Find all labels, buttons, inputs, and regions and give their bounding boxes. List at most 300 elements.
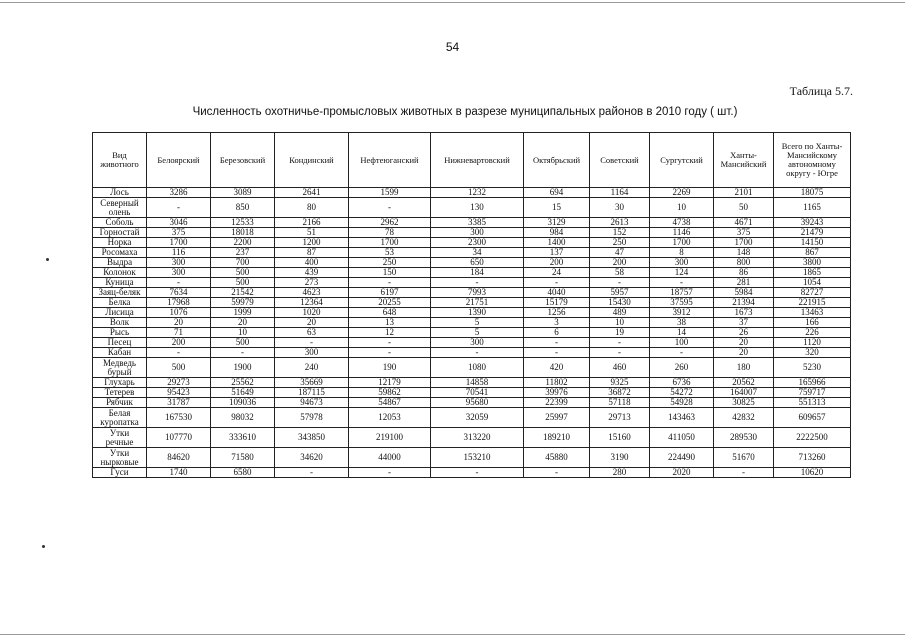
table-row bbox=[93, 388, 851, 398]
count-cell: 240 bbox=[275, 358, 349, 378]
count-cell: 460 bbox=[590, 358, 650, 378]
animal-name-cell: Лось bbox=[93, 188, 147, 198]
count-cell: 694 bbox=[524, 188, 590, 198]
scan-edge-bottom bbox=[0, 634, 905, 635]
count-cell: 18018 bbox=[211, 228, 275, 238]
table-row bbox=[93, 228, 851, 238]
animal-name-cell: Куница bbox=[93, 278, 147, 288]
count-cell: - bbox=[590, 338, 650, 348]
count-cell: 150 bbox=[349, 268, 431, 278]
animal-name-cell: Горностай bbox=[93, 228, 147, 238]
count-cell: 1700 bbox=[650, 238, 714, 248]
count-cell: 12533 bbox=[211, 218, 275, 228]
count-cell: 70541 bbox=[431, 388, 524, 398]
animal-name-cell: Медведь бурый bbox=[93, 358, 147, 378]
animal-name-cell: Гуси bbox=[93, 468, 147, 478]
count-cell: 9325 bbox=[590, 378, 650, 388]
count-cell: 1700 bbox=[349, 238, 431, 248]
count-cell: 2166 bbox=[275, 218, 349, 228]
count-cell: 21751 bbox=[431, 298, 524, 308]
count-cell: 20 bbox=[211, 318, 275, 328]
count-cell: 3089 bbox=[211, 188, 275, 198]
count-cell: 439 bbox=[275, 268, 349, 278]
table-caption: Таблица 5.7. bbox=[789, 84, 853, 98]
count-cell: 713260 bbox=[774, 448, 851, 468]
count-cell: 2020 bbox=[650, 468, 714, 478]
count-cell: - bbox=[650, 348, 714, 358]
count-cell: 164007 bbox=[714, 388, 774, 398]
column-header: Октябрьский bbox=[524, 133, 590, 188]
count-cell: 411050 bbox=[650, 428, 714, 448]
count-cell: 37 bbox=[714, 318, 774, 328]
count-cell: 39243 bbox=[774, 218, 851, 228]
count-cell: 300 bbox=[147, 258, 211, 268]
table-row bbox=[93, 218, 851, 228]
table-row bbox=[93, 408, 851, 428]
animal-name-cell: Выдра bbox=[93, 258, 147, 268]
count-cell: 47 bbox=[590, 248, 650, 258]
count-cell: 5 bbox=[431, 328, 524, 338]
count-cell: - bbox=[650, 278, 714, 288]
count-cell: 420 bbox=[524, 358, 590, 378]
count-cell: 343850 bbox=[275, 428, 349, 448]
count-cell: 1700 bbox=[147, 238, 211, 248]
count-cell: - bbox=[524, 278, 590, 288]
count-cell: - bbox=[349, 468, 431, 478]
count-cell: 18757 bbox=[650, 288, 714, 298]
count-cell: 95423 bbox=[147, 388, 211, 398]
count-cell: 200 bbox=[147, 338, 211, 348]
count-cell: 1740 bbox=[147, 468, 211, 478]
table-header-row bbox=[93, 133, 851, 188]
count-cell: 107770 bbox=[147, 428, 211, 448]
count-cell: 221915 bbox=[774, 298, 851, 308]
count-cell: 500 bbox=[147, 358, 211, 378]
count-cell: 13463 bbox=[774, 308, 851, 318]
count-cell: 31787 bbox=[147, 398, 211, 408]
table-row bbox=[93, 298, 851, 308]
count-cell: 3800 bbox=[774, 258, 851, 268]
count-cell: 71580 bbox=[211, 448, 275, 468]
count-cell: 25562 bbox=[211, 378, 275, 388]
animal-name-cell: Утки речные bbox=[93, 428, 147, 448]
animal-name-cell: Лисица bbox=[93, 308, 147, 318]
count-cell: 1390 bbox=[431, 308, 524, 318]
count-cell: - bbox=[349, 338, 431, 348]
count-cell: 184 bbox=[431, 268, 524, 278]
count-cell: 36872 bbox=[590, 388, 650, 398]
count-cell: 489 bbox=[590, 308, 650, 318]
count-cell: 7634 bbox=[147, 288, 211, 298]
count-cell: 250 bbox=[349, 258, 431, 268]
column-header: Березовский bbox=[211, 133, 275, 188]
count-cell: 167530 bbox=[147, 408, 211, 428]
table-row bbox=[93, 338, 851, 348]
count-cell: 18075 bbox=[774, 188, 851, 198]
count-cell: - bbox=[349, 198, 431, 218]
count-cell: 21542 bbox=[211, 288, 275, 298]
count-cell: 12364 bbox=[275, 298, 349, 308]
count-cell: 6 bbox=[524, 328, 590, 338]
count-cell: - bbox=[431, 468, 524, 478]
count-cell: 609657 bbox=[774, 408, 851, 428]
animal-name-cell: Соболь bbox=[93, 218, 147, 228]
count-cell: 4623 bbox=[275, 288, 349, 298]
count-cell: 34 bbox=[431, 248, 524, 258]
count-cell: 152 bbox=[590, 228, 650, 238]
count-cell: 94673 bbox=[275, 398, 349, 408]
animal-name-cell: Глухарь bbox=[93, 378, 147, 388]
count-cell: 800 bbox=[714, 258, 774, 268]
count-cell: 57978 bbox=[275, 408, 349, 428]
table-body bbox=[93, 188, 851, 478]
count-cell: 51670 bbox=[714, 448, 774, 468]
count-cell: 650 bbox=[431, 258, 524, 268]
count-cell: 20 bbox=[275, 318, 349, 328]
count-cell: 3 bbox=[524, 318, 590, 328]
count-cell: 2641 bbox=[275, 188, 349, 198]
animal-name-cell: Белая куропатка bbox=[93, 408, 147, 428]
count-cell: 58 bbox=[590, 268, 650, 278]
count-cell: 1164 bbox=[590, 188, 650, 198]
count-cell: - bbox=[349, 348, 431, 358]
count-cell: 1054 bbox=[774, 278, 851, 288]
count-cell: 500 bbox=[211, 268, 275, 278]
count-cell: 1599 bbox=[349, 188, 431, 198]
count-cell: 109036 bbox=[211, 398, 275, 408]
count-cell: 219100 bbox=[349, 428, 431, 448]
count-cell: 13 bbox=[349, 318, 431, 328]
column-header: Ханты-Мансийский bbox=[714, 133, 774, 188]
count-cell: 29273 bbox=[147, 378, 211, 388]
column-header: Сургутский bbox=[650, 133, 714, 188]
count-cell: 11802 bbox=[524, 378, 590, 388]
count-cell: 166 bbox=[774, 318, 851, 328]
count-cell: 26 bbox=[714, 328, 774, 338]
table-row bbox=[93, 238, 851, 248]
count-cell: 375 bbox=[714, 228, 774, 238]
count-cell: 84620 bbox=[147, 448, 211, 468]
animal-name-cell: Утки нырковые bbox=[93, 448, 147, 468]
count-cell: 21394 bbox=[714, 298, 774, 308]
count-cell: 273 bbox=[275, 278, 349, 288]
count-cell: 187115 bbox=[275, 388, 349, 398]
count-cell: 280 bbox=[590, 468, 650, 478]
count-cell: 78 bbox=[349, 228, 431, 238]
table-row bbox=[93, 348, 851, 358]
count-cell: 30825 bbox=[714, 398, 774, 408]
count-cell: 6580 bbox=[211, 468, 275, 478]
count-cell: 5984 bbox=[714, 288, 774, 298]
count-cell: 14 bbox=[650, 328, 714, 338]
count-cell: 20562 bbox=[714, 378, 774, 388]
count-cell: 37595 bbox=[650, 298, 714, 308]
column-header: Нефтеюганский bbox=[349, 133, 431, 188]
count-cell: 2101 bbox=[714, 188, 774, 198]
count-cell: 224490 bbox=[650, 448, 714, 468]
count-cell: 143463 bbox=[650, 408, 714, 428]
count-cell: 54272 bbox=[650, 388, 714, 398]
count-cell: 300 bbox=[650, 258, 714, 268]
table-row bbox=[93, 188, 851, 198]
count-cell: 51 bbox=[275, 228, 349, 238]
count-cell: - bbox=[714, 468, 774, 478]
count-cell: 22399 bbox=[524, 398, 590, 408]
count-cell: 54928 bbox=[650, 398, 714, 408]
count-cell: 7993 bbox=[431, 288, 524, 298]
count-cell: 124 bbox=[650, 268, 714, 278]
count-cell: 44000 bbox=[349, 448, 431, 468]
count-cell: 116 bbox=[147, 248, 211, 258]
count-cell: 17968 bbox=[147, 298, 211, 308]
count-cell: - bbox=[147, 348, 211, 358]
scan-speck bbox=[46, 258, 49, 261]
count-cell: 5 bbox=[431, 318, 524, 328]
count-cell: 180 bbox=[714, 358, 774, 378]
count-cell: 237 bbox=[211, 248, 275, 258]
count-cell: 2200 bbox=[211, 238, 275, 248]
count-cell: 3286 bbox=[147, 188, 211, 198]
count-cell: 250 bbox=[590, 238, 650, 248]
count-cell: 4738 bbox=[650, 218, 714, 228]
count-cell: - bbox=[524, 338, 590, 348]
count-cell: 1999 bbox=[211, 308, 275, 318]
count-cell: - bbox=[275, 468, 349, 478]
count-cell: 14858 bbox=[431, 378, 524, 388]
count-cell: 165966 bbox=[774, 378, 851, 388]
count-cell: 14150 bbox=[774, 238, 851, 248]
count-cell: 200 bbox=[524, 258, 590, 268]
count-cell: 21479 bbox=[774, 228, 851, 238]
animal-name-cell: Песец bbox=[93, 338, 147, 348]
count-cell: 3385 bbox=[431, 218, 524, 228]
count-cell: 19 bbox=[590, 328, 650, 338]
count-cell: 59862 bbox=[349, 388, 431, 398]
count-cell: 289530 bbox=[714, 428, 774, 448]
column-header: Всего по Ханты-Мансийскому автономному округу - Югре bbox=[774, 133, 851, 188]
count-cell: 226 bbox=[774, 328, 851, 338]
count-cell: - bbox=[590, 348, 650, 358]
count-cell: 12179 bbox=[349, 378, 431, 388]
count-cell: 1900 bbox=[211, 358, 275, 378]
count-cell: 6736 bbox=[650, 378, 714, 388]
count-cell: 10 bbox=[650, 198, 714, 218]
animal-name-cell: Росомаха bbox=[93, 248, 147, 258]
count-cell: 15160 bbox=[590, 428, 650, 448]
count-cell: 24 bbox=[524, 268, 590, 278]
table-row bbox=[93, 198, 851, 218]
animal-name-cell: Кабан bbox=[93, 348, 147, 358]
count-cell: - bbox=[147, 198, 211, 218]
count-cell: 500 bbox=[211, 338, 275, 348]
count-cell: 137 bbox=[524, 248, 590, 258]
count-cell: 12053 bbox=[349, 408, 431, 428]
count-cell: 1020 bbox=[275, 308, 349, 318]
count-cell: 2962 bbox=[349, 218, 431, 228]
count-cell: 57118 bbox=[590, 398, 650, 408]
count-cell: 82727 bbox=[774, 288, 851, 298]
animal-name-cell: Рябчик bbox=[93, 398, 147, 408]
table-row bbox=[93, 308, 851, 318]
animal-name-cell: Норка bbox=[93, 238, 147, 248]
count-cell: 15 bbox=[524, 198, 590, 218]
scan-edge-top bbox=[0, 2, 905, 3]
count-cell: 6197 bbox=[349, 288, 431, 298]
count-cell: 333610 bbox=[211, 428, 275, 448]
count-cell: 3190 bbox=[590, 448, 650, 468]
count-cell: 98032 bbox=[211, 408, 275, 428]
count-cell: 5957 bbox=[590, 288, 650, 298]
count-cell: 1076 bbox=[147, 308, 211, 318]
count-cell: 39976 bbox=[524, 388, 590, 398]
count-cell: 260 bbox=[650, 358, 714, 378]
count-cell: 759717 bbox=[774, 388, 851, 398]
count-cell: 50 bbox=[714, 198, 774, 218]
count-cell: 867 bbox=[774, 248, 851, 258]
count-cell: 63 bbox=[275, 328, 349, 338]
count-cell: 45880 bbox=[524, 448, 590, 468]
count-cell: 850 bbox=[211, 198, 275, 218]
count-cell: 300 bbox=[147, 268, 211, 278]
animal-name-cell: Волк bbox=[93, 318, 147, 328]
count-cell: 95680 bbox=[431, 398, 524, 408]
count-cell: 1165 bbox=[774, 198, 851, 218]
animal-name-cell: Заяц-беляк bbox=[93, 288, 147, 298]
count-cell: 86 bbox=[714, 268, 774, 278]
column-header: Советский bbox=[590, 133, 650, 188]
count-cell: 54867 bbox=[349, 398, 431, 408]
count-cell: 1865 bbox=[774, 268, 851, 278]
count-cell: 3912 bbox=[650, 308, 714, 318]
count-cell: 1080 bbox=[431, 358, 524, 378]
count-cell: 1200 bbox=[275, 238, 349, 248]
count-cell: 20255 bbox=[349, 298, 431, 308]
count-cell: 10 bbox=[590, 318, 650, 328]
count-cell: 5230 bbox=[774, 358, 851, 378]
scan-speck bbox=[42, 545, 45, 548]
table-row bbox=[93, 398, 851, 408]
count-cell: 15179 bbox=[524, 298, 590, 308]
count-cell: 2300 bbox=[431, 238, 524, 248]
count-cell: - bbox=[275, 338, 349, 348]
count-cell: 3129 bbox=[524, 218, 590, 228]
count-cell: 25997 bbox=[524, 408, 590, 428]
table-title: Численность охотничье-промысловых животных в разрезе муниципальных районов в 2010 году ( шт.) bbox=[192, 106, 738, 118]
count-cell: 984 bbox=[524, 228, 590, 238]
table-row bbox=[93, 328, 851, 338]
count-cell: - bbox=[211, 348, 275, 358]
count-cell: 281 bbox=[714, 278, 774, 288]
animal-name-cell: Тетерев bbox=[93, 388, 147, 398]
count-cell: 1700 bbox=[714, 238, 774, 248]
animal-name-cell: Колонок bbox=[93, 268, 147, 278]
count-cell: 8 bbox=[650, 248, 714, 258]
count-cell: - bbox=[590, 278, 650, 288]
count-cell: 2269 bbox=[650, 188, 714, 198]
count-cell: 35669 bbox=[275, 378, 349, 388]
table-row bbox=[93, 288, 851, 298]
animal-name-cell: Рысь bbox=[93, 328, 147, 338]
count-cell: 200 bbox=[590, 258, 650, 268]
count-cell: - bbox=[431, 348, 524, 358]
count-cell: 3046 bbox=[147, 218, 211, 228]
count-cell: 38 bbox=[650, 318, 714, 328]
count-cell: 1146 bbox=[650, 228, 714, 238]
count-cell: 190 bbox=[349, 358, 431, 378]
count-cell: 71 bbox=[147, 328, 211, 338]
column-header: Вид животного bbox=[93, 133, 147, 188]
count-cell: - bbox=[431, 278, 524, 288]
count-cell: 500 bbox=[211, 278, 275, 288]
column-header: Нижневартовский bbox=[431, 133, 524, 188]
table-row bbox=[93, 358, 851, 378]
count-cell: 300 bbox=[275, 348, 349, 358]
count-cell: 1400 bbox=[524, 238, 590, 248]
table-row bbox=[93, 468, 851, 478]
count-cell: 100 bbox=[650, 338, 714, 348]
count-cell: 59979 bbox=[211, 298, 275, 308]
count-cell: 51649 bbox=[211, 388, 275, 398]
count-cell: 4040 bbox=[524, 288, 590, 298]
count-cell: - bbox=[524, 348, 590, 358]
count-cell: 42832 bbox=[714, 408, 774, 428]
count-cell: - bbox=[147, 278, 211, 288]
count-cell: 80 bbox=[275, 198, 349, 218]
table-row bbox=[93, 318, 851, 328]
count-cell: 130 bbox=[431, 198, 524, 218]
count-cell: 10620 bbox=[774, 468, 851, 478]
table-row bbox=[93, 258, 851, 268]
table-row bbox=[93, 248, 851, 258]
count-cell: 32059 bbox=[431, 408, 524, 428]
table-row bbox=[93, 428, 851, 448]
count-cell: 1232 bbox=[431, 188, 524, 198]
count-cell: - bbox=[349, 278, 431, 288]
count-cell: 10 bbox=[211, 328, 275, 338]
animal-population-table bbox=[92, 132, 851, 478]
column-header: Белоярский bbox=[147, 133, 211, 188]
count-cell: 34620 bbox=[275, 448, 349, 468]
count-cell: 20 bbox=[147, 318, 211, 328]
table-row bbox=[93, 268, 851, 278]
count-cell: 20 bbox=[714, 348, 774, 358]
animal-name-cell: Белка bbox=[93, 298, 147, 308]
count-cell: 189210 bbox=[524, 428, 590, 448]
count-cell: 400 bbox=[275, 258, 349, 268]
count-cell: - bbox=[524, 468, 590, 478]
count-cell: 1120 bbox=[774, 338, 851, 348]
count-cell: 4671 bbox=[714, 218, 774, 228]
count-cell: 700 bbox=[211, 258, 275, 268]
count-cell: 300 bbox=[431, 338, 524, 348]
count-cell: 148 bbox=[714, 248, 774, 258]
count-cell: 320 bbox=[774, 348, 851, 358]
count-cell: 551313 bbox=[774, 398, 851, 408]
count-cell: 153210 bbox=[431, 448, 524, 468]
table-row bbox=[93, 448, 851, 468]
count-cell: 313220 bbox=[431, 428, 524, 448]
count-cell: 648 bbox=[349, 308, 431, 318]
count-cell: 2613 bbox=[590, 218, 650, 228]
column-header: Кондинский bbox=[275, 133, 349, 188]
table-row bbox=[93, 278, 851, 288]
count-cell: 1673 bbox=[714, 308, 774, 318]
count-cell: 12 bbox=[349, 328, 431, 338]
count-cell: 20 bbox=[714, 338, 774, 348]
count-cell: 87 bbox=[275, 248, 349, 258]
count-cell: 375 bbox=[147, 228, 211, 238]
count-cell: 29713 bbox=[590, 408, 650, 428]
